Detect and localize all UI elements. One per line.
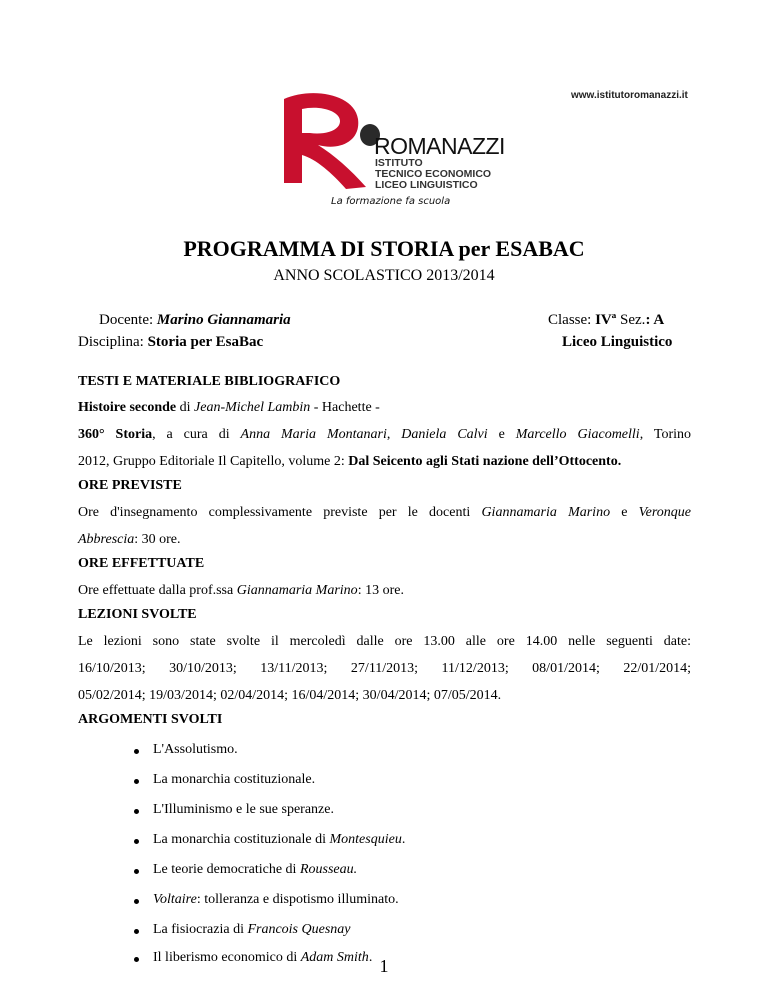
book2-line1 (78, 421, 691, 448)
heading-lezioni: LEZIONI SVOLTE (78, 607, 197, 622)
heading-testi: TESTI E MATERIALE BIBLIOGRAFICO (78, 374, 341, 389)
ore-previste-line1 (78, 499, 691, 526)
bullet-icon (134, 779, 139, 784)
list-item-text: L'Illuminismo e le sue speranze. (153, 802, 334, 817)
book2-author2: Daniela Calvi (401, 427, 488, 442)
docente-name-2-last: Abbrescia (78, 532, 135, 547)
book2-publisher: 2012, Gruppo Editoriale Il Capitello, volume 2: (78, 454, 349, 469)
classe-value: IVª (595, 312, 617, 328)
ore-previste-text: Ore d'insegnamento complessivamente previste per le docenti (78, 505, 482, 520)
list-item-text: La monarchia costituzionale. (153, 772, 316, 787)
list-item-text: Le teorie democratiche di (153, 862, 300, 877)
logo-line-tecnico: TECNICO ECONOMICO (375, 168, 492, 180)
list-item (153, 832, 405, 848)
list-item-text: La monarchia costituzionale di (153, 832, 330, 847)
list-item (153, 772, 315, 788)
bullet-icon (134, 899, 139, 904)
logo-line-istituto: ISTITUTO (375, 157, 423, 169)
book2-title: 360° Storia (78, 427, 153, 442)
bullet-icon (134, 869, 139, 874)
list-item-text: Il liberismo economico di (153, 950, 301, 965)
docente-name-2-first: Veronque (638, 505, 692, 520)
list-item-emphasis: Montesquieu (329, 832, 402, 847)
book1-title: Histoire seconde (78, 400, 177, 415)
list-item-emphasis: Rousseau. (299, 862, 358, 877)
book2-comma: , (386, 427, 402, 442)
book2-place: , Torino (639, 427, 692, 442)
disciplina-label: Disciplina: (78, 334, 148, 350)
list-item-text: La fisiocrazia di (153, 922, 248, 937)
list-item-text: L'Assolutismo. (153, 742, 238, 757)
bullet-icon (134, 809, 139, 814)
ore-effettuate-line (78, 577, 691, 604)
book2-e: e (487, 427, 516, 442)
lezioni-line3: 05/02/2014; 19/03/2014; 02/04/2014; 16/04/2014; 30/04/2014; 07/05/2014. (78, 688, 502, 703)
book1-line (78, 394, 691, 421)
disciplina-line (78, 334, 263, 351)
lezioni-line2: 16/10/2013; 30/10/2013; 13/11/2013; 27/11/2013; 11/12/2013; 08/01/2014; 22/01/2014; (78, 661, 691, 676)
page-subtitle: ANNO SCOLASTICO 2013/2014 (273, 267, 495, 284)
book2-volume-title: Dal Seicento agli Stati nazione dell’Ottocento. (348, 454, 622, 469)
ore-previste-hours: : 30 ore. (134, 532, 181, 547)
ore-effettuate-text: Ore effettuate dalla prof.ssa (78, 583, 237, 598)
list-item (153, 862, 357, 878)
bullet-icon (134, 839, 139, 844)
logo-tagline: La formazione fa scuola (331, 196, 451, 207)
list-item-suffix: . (368, 950, 373, 965)
logo-line-liceo: LICEO LINGUISTICO (375, 179, 478, 191)
ore-effettuate-name: Giannamaria Marino (236, 583, 358, 598)
list-item-emphasis: Adam Smith (300, 950, 369, 965)
classe-label: Classe: (548, 312, 596, 328)
heading-argomenti: ARGOMENTI SVOLTI (78, 712, 223, 727)
list-item-emphasis: Voltaire (153, 892, 197, 907)
book1-publisher: - Hachette - (310, 400, 380, 415)
page-number: 1 (379, 956, 389, 976)
list-item (153, 922, 351, 938)
list-item (153, 742, 238, 758)
bullet-icon (134, 749, 139, 754)
classe-line (548, 312, 664, 329)
book1-di: di (176, 400, 195, 415)
page-title: PROGRAMMA DI STORIA per ESABAC (183, 236, 585, 261)
book1-author: Jean-Michel Lambin (194, 400, 311, 415)
ore-previste-e: e (610, 505, 639, 520)
book2-author3: Marcello Giacomelli (515, 427, 640, 442)
lezioni-line1: Le lezioni sono state svolte il mercoledì dalle ore 13.00 alle ore 14.00 nelle seguenti date: (78, 634, 691, 649)
sez-value: : A (645, 312, 665, 328)
heading-ore-previste: ORE PREVISTE (78, 478, 182, 493)
heading-ore-effettuate: ORE EFFETTUATE (78, 556, 205, 571)
liceo-line: Liceo Linguistico (562, 334, 673, 350)
sez-label: Sez. (616, 312, 646, 328)
docente-name-1: Giannamaria Marino (481, 505, 611, 520)
ore-effettuate-hours: : 13 ore. (357, 583, 404, 598)
docente-label: Docente: (99, 312, 157, 328)
book2-curadi: , a cura di (152, 427, 241, 442)
ore-previste-line2 (78, 526, 691, 553)
book2-author1: Anna Maria Montanari (240, 427, 387, 442)
list-item (153, 892, 399, 908)
list-item-suffix: . (401, 832, 406, 847)
bullet-icon (134, 929, 139, 934)
list-item-emphasis: Francois Quesnay (247, 922, 351, 937)
logo-name: ROMANAZZI (374, 133, 505, 159)
list-item (153, 802, 334, 818)
docente-value: Marino Giannamaria (156, 312, 291, 328)
book2-line2 (78, 448, 691, 475)
romanazzi-logo-icon (262, 85, 382, 197)
website-url: www.istitutoromanazzi.it (571, 90, 688, 101)
docente-line (99, 312, 291, 329)
logo-swoosh (284, 93, 366, 189)
list-item-suffix: : tolleranza e dispotismo illuminato. (196, 892, 399, 907)
disciplina-value: Storia per EsaBac (147, 334, 264, 350)
